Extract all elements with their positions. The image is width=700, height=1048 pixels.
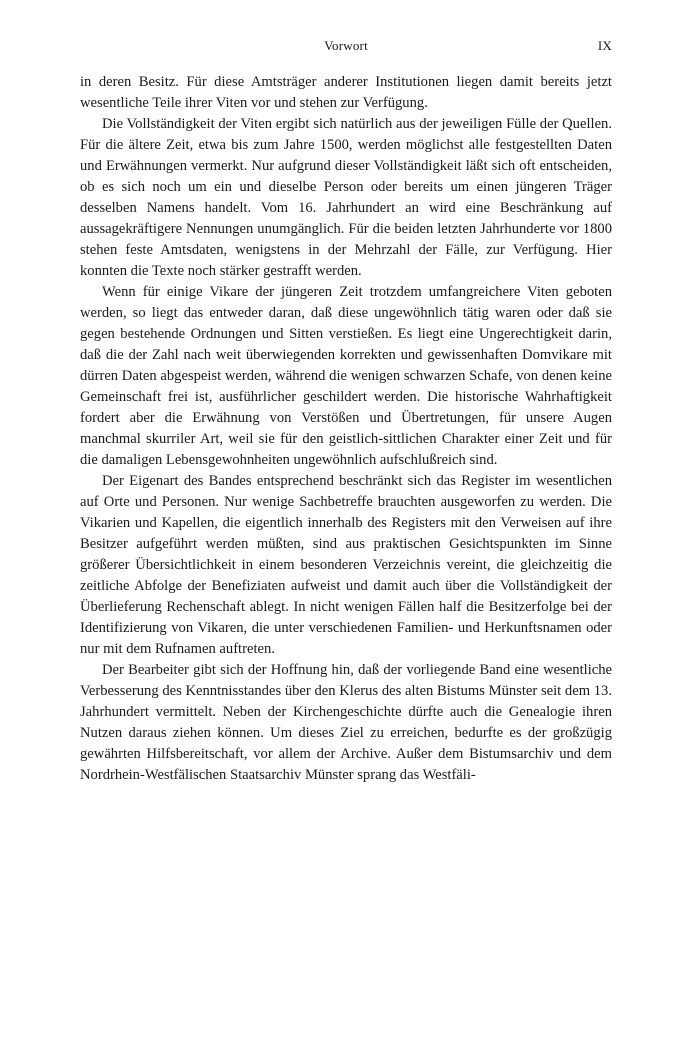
paragraph: Die Vollständigkeit der Viten ergibt sich natürlich aus der jeweiligen Fülle der Quellen. Für die ältere Zeit, etwa bis zum Jahre 1500, werden möglichst alle festgestellten Daten und Erwähnungen vermerkt. Nur aufgrund dieser Vollständigkeit läßt sich oft entscheiden, ob es sich noch um ein und dieselbe Person oder bereits um einen jüngeren Träger desselben Namens handelt. Vom 16. Jahrhundert an wird eine Beschränkung auf aussagekräftigere Nennungen unumgänglich. Für die beiden letzten Jahrhunderte vor 1800 stehen feste Amtsdaten, wenigstens in der Mehrzahl der Fälle, zur Verfügung. Hier konnten die Texte noch stärker gestrafft werden.: [80, 116, 612, 279]
document-page: [80, 38, 612, 786]
paragraph: Der Eigenart des Bandes entsprechend beschränkt sich das Register im wesentlichen auf Orte und Personen. Nur wenige Sachbetreffe brauchten ausgeworfen zu werden. Die Vikarien und Kapellen, die eigentlich innerhalb des Registers mit den Verweisen auf ihre Besitzer aufgeführt werden müßten, sind aus praktischen Gesichtspunkten im Sinne größerer Übersichtlichkeit in einem besonderen Verzeichnis vereint, die gleichzeitig die zeitliche Abfolge der Benefiziaten aufweist und damit auch über die Vollständigkeit der Überlieferung Rechenschaft ablegt. In nicht wenigen Fällen half die Besitzerfolge bei der Identifizierung von Vikaren, die unter verschiedenen Familien- und Herkunftsnamen oder nur mit dem Rufnamen auftreten.: [80, 473, 612, 657]
paragraph: Der Bearbeiter gibt sich der Hoffnung hin, daß der vorliegende Band eine wesentliche Verbesserung des Kenntnisstandes über den Klerus des alten Bistums Münster seit dem 13. Jahrhundert vermittelt. Neben der Kirchengeschichte dürfte auch die Genealogie ihren Nutzen daraus ziehen können. Um dieses Ziel zu erreichen, bedurfte es der großzügig gewährten Hilfsbereitschaft, vor allem der Archive. Außer dem Bistumsarchiv und dem Nordrhein-Westfälischen Staatsarchiv Münster sprang das Westfäli-: [80, 662, 612, 783]
body-text: [80, 72, 612, 786]
paragraph: in deren Besitz. Für diese Amtsträger anderer Institutionen liegen damit bereits jetzt wesentliche Teile ihrer Viten vor und stehen zur Verfügung.: [80, 74, 612, 111]
running-head: [80, 38, 612, 60]
running-head-title: Vorwort: [324, 38, 368, 53]
paragraph: Wenn für einige Vikare der jüngeren Zeit trotzdem umfangreichere Viten geboten werden, so liegt das entweder daran, daß diese ungewöhnlich tätig waren oder daß sie gegen bestehende Ordnungen und Sitten verstießen. Es liegt eine Ungerechtigkeit darin, daß die der Zahl nach weit überwiegenden korrekten und gewissenhaften Domvikare mit dürren Daten abgespeist werden, während die wenigen schwarzen Schafe, von denen keine Gemeinschaft frei ist, ausführlicher geschildert werden. Die historische Wahrhaftigkeit fordert aber die Erwähnung von Verstößen und Übertretungen, für unsere Augen manchmal skurriler Art, weil sie für den geistlich-sittlichen Charakter einer Zeit und für die damaligen Lebensgewohnheiten ungewöhnlich aufschlußreich sind.: [80, 284, 612, 468]
page-number: IX: [597, 38, 612, 53]
